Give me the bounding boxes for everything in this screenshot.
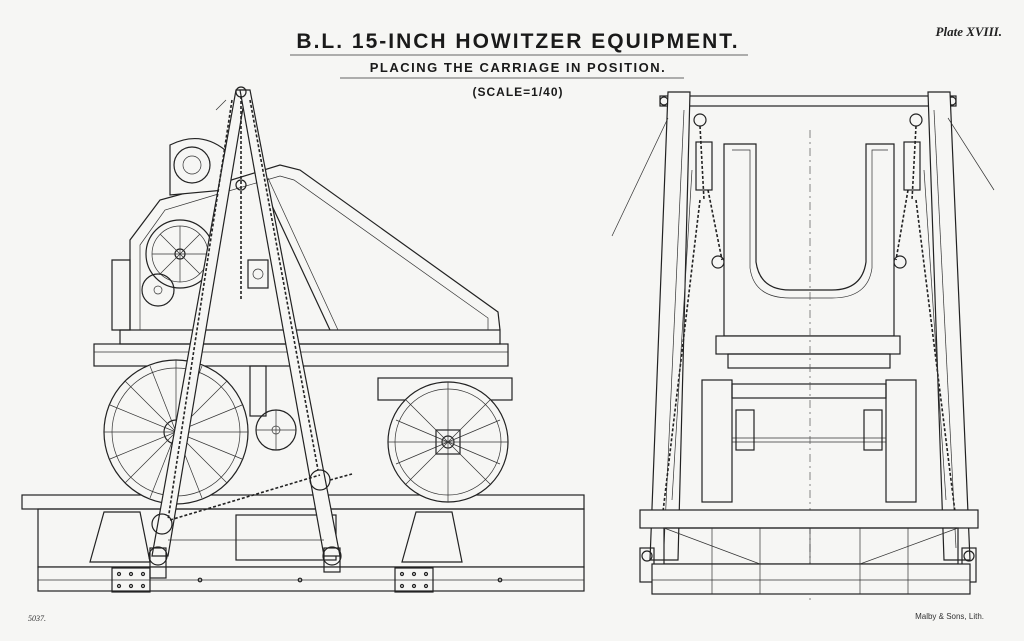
plate-subtitle: PLACING THE CARRIAGE IN POSITION.	[369, 60, 667, 75]
scale-note: (SCALE=1/40)	[472, 85, 564, 99]
end-platform	[640, 510, 978, 594]
drawing-number: 5037.	[28, 614, 46, 623]
plate-number: Plate XVIII.	[935, 24, 1002, 39]
end-cradle	[716, 144, 900, 368]
plate-title: B.L. 15-INCH HOWITZER EQUIPMENT.	[296, 30, 740, 53]
end-wheels	[702, 380, 916, 502]
lithographer-credit: Malby & Sons, Lith.	[915, 612, 984, 621]
top-beam	[660, 96, 956, 106]
